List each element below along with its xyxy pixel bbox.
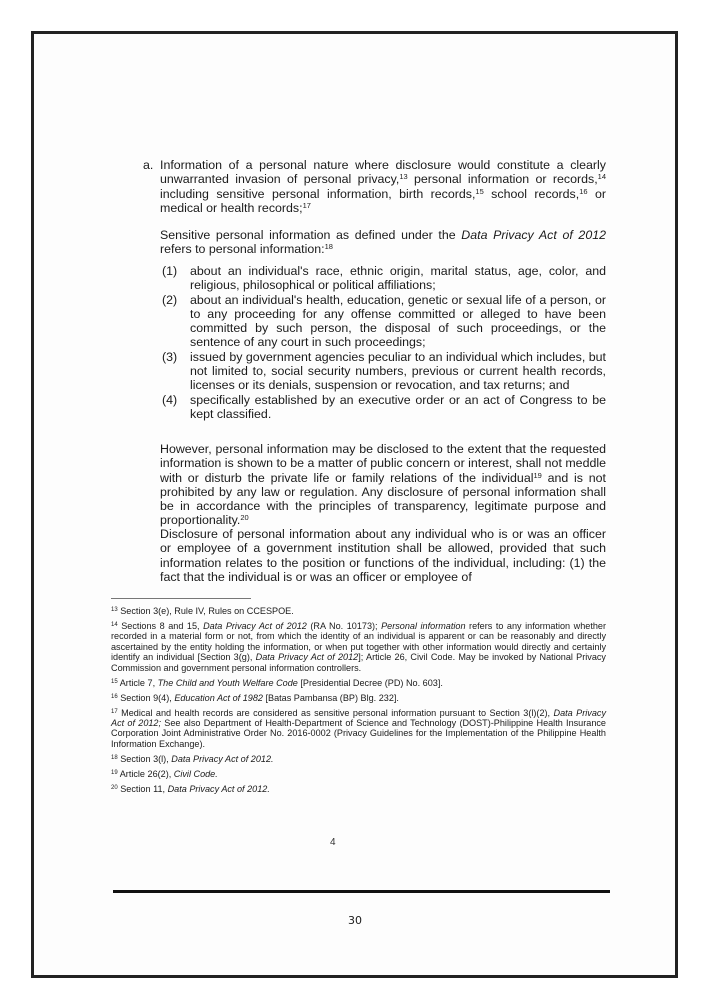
footnote-18: $^{18}$ Section 3(l), Data Privacy Act of 2012. — [111, 753, 274, 764]
disclosure-paragraph: Disclosure of personal information about any individual who is or was an officer or employee of a government institution shall be allowed, provided that such information relates to the position or functions of the individual, including: (1) the fact that the individual is or was an officer or employee of — [160, 527, 606, 584]
footnote-ref: 13 — [399, 172, 408, 182]
item-a-marker: a. — [143, 158, 154, 172]
page-number: 30 — [348, 914, 362, 927]
footnote-13: $^{13}$ Section 3(e), Rule IV, Rules on CCESPOE. — [111, 606, 294, 616]
footnote-15: $^{15}$ Article 7, The Child and Youth Welfare Code [Presidential Decree (PD) No. 603]. — [111, 677, 443, 688]
footnote-ref: 18 — [324, 242, 333, 252]
sensitive-intro-paragraph: Sensitive personal information as defined under the Data Privacy Act of 2012 refers to personal information:$^{18}$ — [160, 228, 606, 257]
item-a-text: Information of a personal nature where disclosure would constitute a clearly unwarranted invasion of personal privacy,$^{13}$ personal information or records,$^{14}$ including sensitive personal information, birth records,$^{15}$ school records,$^{16}$ or medical or health records;$^{17}$ — [160, 158, 606, 215]
footnote-ref: 17 — [302, 200, 311, 210]
item-a-paragraph — [143, 158, 606, 215]
footnote-17: $^{17}$ Medical and health records are considered as sensitive personal information pursuant to Section 3(l)(2), Data Privacy Act of 2012; See also Department of Health-Department of Science and Technology (DOST)-Philippine Health Insurance Corporation Joint Administrative Order No. 2016-0002 (Privacy Guidelines for the Implementation of the Philippine Health Information Exchange). — [111, 707, 606, 749]
list-item: (3) issued by government agencies peculiar to an individual which includes, but not limited to, social security numbers, previous or current health records, licenses or its denials, suspension or revocation, and tax returns; and — [162, 349, 606, 393]
footnote-16: $^{16}$ Section 9(4), Education Act of 1982 [Batas Pambansa (BP) Blg. 232]. — [111, 692, 399, 703]
footnote-ref: 20 — [240, 513, 249, 523]
footnote-19: $^{19}$ Article 26(2), Civil Code. — [111, 768, 218, 779]
however-paragraph: However, personal information may be disclosed to the extent that the requested information is shown to be a matter of public concern or interest, shall not meddle with or disturb the private life or family relations of the individual$^{19}$ and is not prohibited by any law or regulation. Any disclosure of personal information shall be in accordance with the principles of transparency, legitimate purpose and proportionality.$^{20}$ — [160, 442, 606, 528]
footnote-20: $^{20}$ Section 11, Data Privacy Act of 2012. — [111, 783, 270, 794]
footnote-ref: 19 — [533, 470, 542, 480]
list-item: (1) about an individual's race, ethnic origin, marital status, age, color, and religious, philosophical or political affiliations; — [162, 264, 606, 293]
footnote-ref: 15 — [475, 186, 484, 196]
footnote-ref: 14 — [597, 172, 606, 182]
footnote-ref: 16 — [579, 186, 588, 196]
sensitive-info-list — [162, 264, 606, 421]
footnotes — [111, 606, 606, 799]
list-item: (4) specifically established by an executive order or an act of Congress to be kept classified. — [162, 392, 606, 421]
inner-page-number: 4 — [330, 837, 336, 848]
footnote-separator — [111, 598, 251, 599]
bottom-rule — [113, 890, 610, 893]
footnote-14: $^{14}$ Sections 8 and 15, Data Privacy Act of 2012 (RA No. 10173); Personal information refers to any information whether recorded in a material form or not, from which the identity of an individual is apparent or can be reasonably and directly ascertained by the entity holding the information, or when put together with other information would directly and certainly identify an individual [Section 3(g), Data Privacy Act of 2012]; Article 26, Civil Code. May be invoked by National Privacy Commission and government personal information controllers. — [111, 621, 606, 673]
list-item: (2) about an individual's health, education, genetic or sexual life of a person, or to any proceeding for any offense committed or alleged to have been committed by such person, the disposal of such proceedings, or the sentence of any court in such proceedings; — [162, 292, 606, 350]
